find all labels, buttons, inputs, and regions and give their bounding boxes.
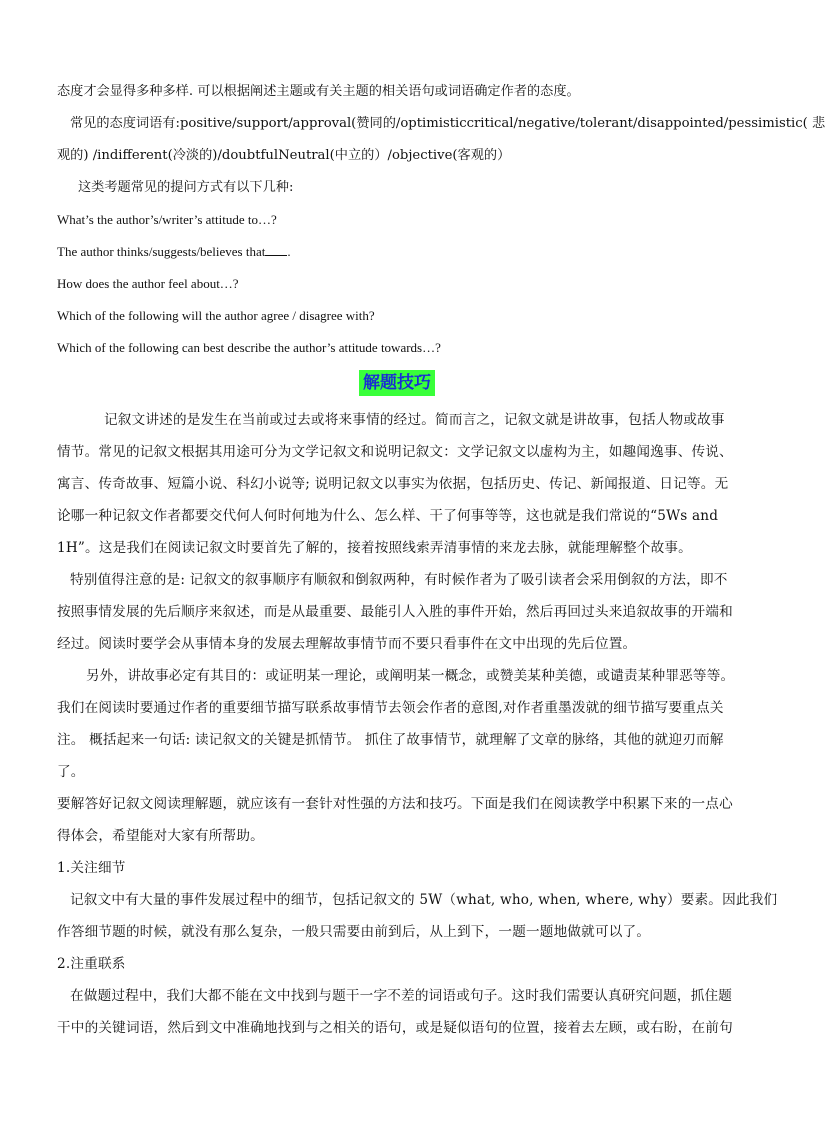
body-line: 特别值得注意的是: 记叙文的叙事顺序有顺叙和倒叙两种，有时候作者为了吸引读者会采用倒叙的方法，即不 [70, 572, 728, 588]
question-line [57, 242, 740, 262]
body-line: 记叙文讲述的是发生在当前或过去或将来事情的经过。简而言之，记叙文就是讲故事，包括人物或故事 [104, 412, 725, 428]
subheading-line: 1.关注细节 [57, 860, 126, 876]
text-line: 观的) /indifferent(冷淡的)/doubtfulNeutral(中立的）/objective(客观的） [57, 148, 511, 163]
subheading-line: 2.注重联系 [57, 956, 126, 972]
question-line: Which of the following can best describe the author’s attitude towards…? [57, 340, 441, 355]
body-line: 寓言、传奇故事、短篇小说、科幻小说等; 说明记叙文以事实为依据，包括历史、传记、新闻报道、日记等。无 [57, 476, 729, 492]
body-line: 经过。阅读时要学会从事情本身的发展去理解故事情节而不要只看事件在文中出现的先后位置。 [57, 636, 637, 652]
body-line: 作答细节题的时候，就没有那么复杂，一般只需要由前到后，从上到下，一题一题地做就可以了。 [57, 924, 651, 940]
body-line: 我们在阅读时要通过作者的重要细节描写联系故事情节去领会作者的意图,对作者重墨泼就的细节描写要重点关 [57, 700, 724, 716]
text-line: 这类考题常见的提问方式有以下几种: [78, 180, 294, 195]
question-line: Which of the following will the author agree / disagree with? [57, 308, 375, 323]
body-line: 1H”。这是我们在阅读记叙文时要首先了解的，接着按照线索弄清事情的来龙去脉，就能理解整个故事。 [57, 540, 692, 556]
body-line: 干中的关键词语，然后到文中准确地找到与之相关的语句，或是疑似语句的位置，接着去左顾，或右盼，在前句 [57, 1020, 733, 1036]
question-suffix: . [287, 244, 291, 259]
body-line: 情节。常见的记叙文根据其用途可分为文学记叙文和说明记叙文：文学记叙文以虚构为主，如趣闻逸事、传说、 [57, 444, 733, 460]
question-line: How does the author feel about…? [57, 276, 239, 291]
question-text: The author thinks/suggests/believes that [57, 244, 266, 259]
section-heading: 解题技巧 [359, 370, 435, 396]
text-line: 常见的态度词语有:positive/support/approval(赞同的/optimisticcritical/negative/tolerant/disappointed/pessimistic( 悲 [70, 116, 825, 131]
body-line: 在做题过程中，我们大都不能在文中找到与题干一字不差的词语或句子。这时我们需要认真研究问题，抓住题 [70, 988, 733, 1004]
body-line: 注。 概括起来一句话: 读记叙文的关键是抓情节。 抓住了故事情节，就理解了文章的脉络，其他的就迎刃而解 [57, 732, 724, 748]
text-line: 态度才会显得多种多样. 可以根据阐述主题或有关主题的相关语句或词语确定作者的态度。 [57, 84, 580, 99]
body-line: 记叙文中有大量的事件发展过程中的细节，包括记叙文的 5W（what, who, when, where, why）要素。因此我们 [70, 892, 778, 908]
body-line: 另外，讲故事必定有其目的：或证明某一理论，或阐明某一概念，或赞美某种美德，或谴责某种罪恶等等。 [86, 668, 735, 684]
body-line: 论哪一种记叙文作者都要交代何人何时何地为什么、怎么样、干了何事等等，这也就是我们常说的“5Ws and [57, 508, 719, 524]
answer-blank [265, 243, 287, 256]
question-line: What’s the author’s/writer’s attitude to…? [57, 212, 277, 227]
body-line: 按照事情发展的先后顺序来叙述，而是从最重要、最能引人入胜的事件开始，然后再回过头来追叙故事的开端和 [57, 604, 733, 620]
heading-wrap [0, 370, 794, 396]
body-line: 要解答好记叙文阅读理解题，就应该有一套针对性强的方法和技巧。下面是我们在阅读教学中积累下来的一点心 [57, 796, 733, 812]
body-line: 了。 [57, 764, 85, 780]
body-line: 得体会，希望能对大家有所帮助。 [57, 828, 264, 844]
